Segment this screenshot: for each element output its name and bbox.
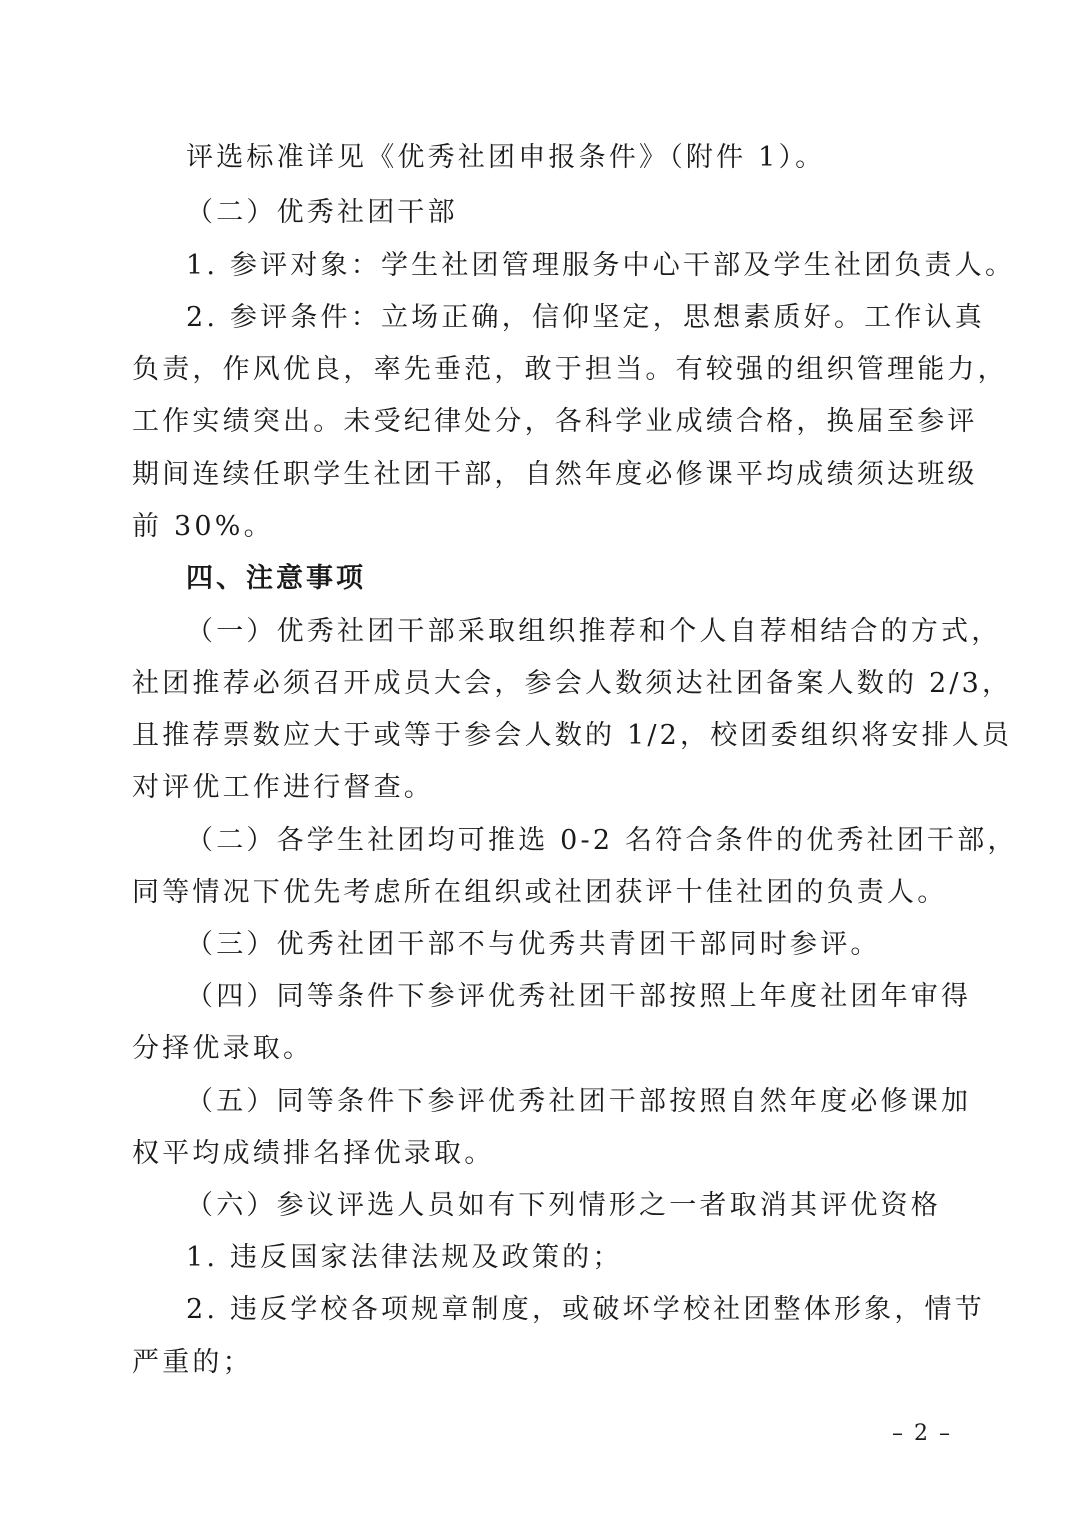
paragraph-line: （五）同等条件下参评优秀社团干部按照自然年度必修课加	[186, 1086, 972, 1117]
subsection-heading: （二）优秀社团干部	[186, 197, 458, 228]
paragraph-line: 1. 参评对象：学生社团管理服务中心干部及学生社团负责人。	[186, 250, 1016, 281]
paragraph-line: 期间连续任职学生社团干部，自然年度必修课平均成绩须达班级	[132, 459, 978, 490]
paragraph-line: 同等情况下优先考虑所在组织或社团获评十佳社团的负责人。	[132, 877, 948, 908]
paragraph-line: （二）各学生社团均可推选 0-2 名符合条件的优秀社团干部，	[186, 825, 1018, 856]
paragraph-line: 对评优工作进行督查。	[132, 772, 434, 803]
paragraph-line: 前 30%。	[132, 511, 274, 542]
paragraph-line: （四）同等条件下参评优秀社团干部按照上年度社团年审得	[186, 981, 972, 1012]
paragraph-line: 分择优录取。	[132, 1033, 314, 1064]
paragraph-line: 且推荐票数应大于或等于参会人数的 1/2，校团委组织将安排人员	[132, 720, 1013, 751]
paragraph-line: 严重的；	[132, 1347, 253, 1378]
page-number: – 2 –	[892, 1421, 952, 1446]
section-heading: 四、注意事项	[186, 563, 366, 594]
paragraph-line: 权平均成绩排名择优录取。	[132, 1138, 495, 1169]
list-item: 1. 违反国家法律法规及政策的；	[186, 1242, 623, 1273]
paragraph-line: （一）优秀社团干部采取组织推荐和个人自荐相结合的方式，	[186, 616, 1002, 647]
paragraph-line: （三）优秀社团干部不与优秀共青团干部同时参评。	[186, 929, 881, 960]
paragraph-line: 负责，作风优良，率先垂范，敢于担当。有较强的组织管理能力，	[132, 354, 1008, 385]
paragraph-line: 2. 参评条件：立场正确，信仰坚定，思想素质好。工作认真	[186, 302, 985, 333]
paragraph-line: 社团推荐必须召开成员大会，参会人数须达社团备案人数的 2/3，	[132, 668, 1013, 699]
list-item: 2. 违反学校各项规章制度，或破坏学校社团整体形象，情节	[186, 1294, 985, 1325]
paragraph-line: （六）参议评选人员如有下列情形之一者取消其评优资格	[186, 1190, 941, 1221]
paragraph-line: 评选标准详见《优秀社团申报条件》（附件 1）。	[186, 142, 826, 173]
paragraph-line: 工作实绩突出。未受纪律处分，各科学业成绩合格，换届至参评	[132, 406, 978, 437]
